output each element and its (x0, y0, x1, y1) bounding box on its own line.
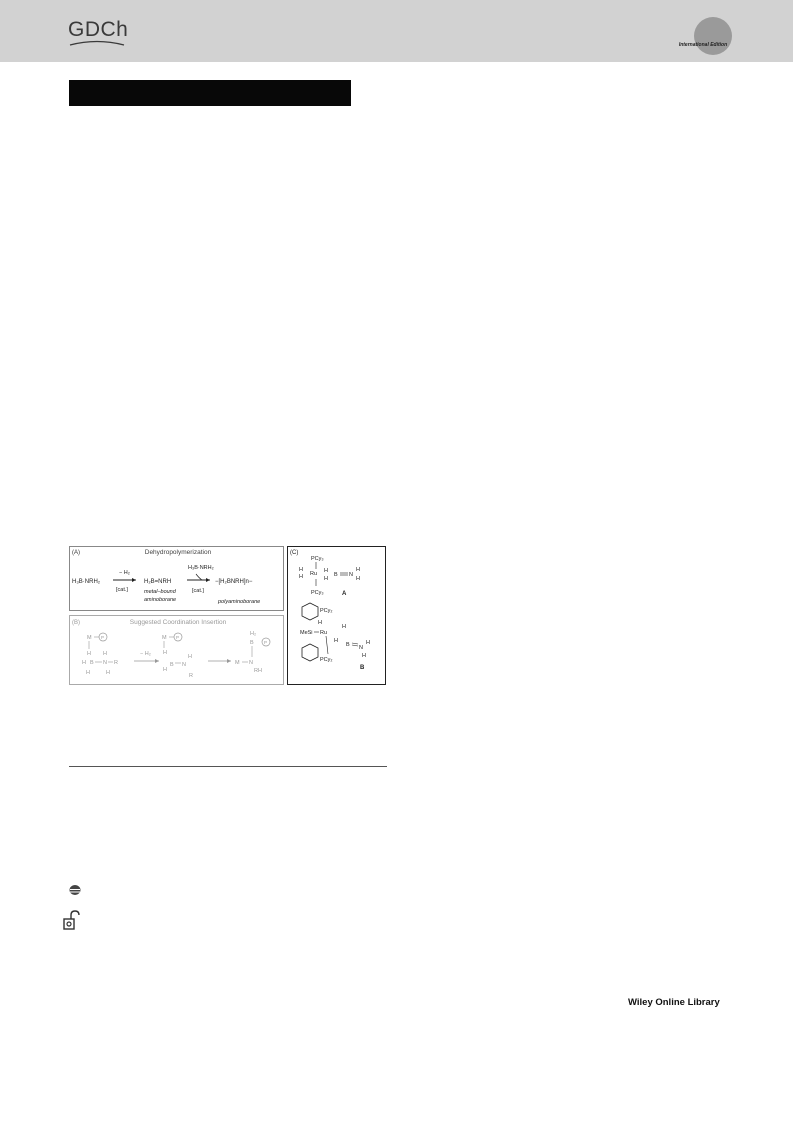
svg-text:H: H (324, 568, 328, 574)
svg-text:B: B (334, 572, 338, 578)
panel-a-step1-bottom: [cat.] (116, 587, 128, 593)
svg-text:H: H (188, 654, 192, 660)
panel-a-intermediate: H₂B=NRH (144, 579, 172, 585)
complex-b-label: B (360, 665, 365, 671)
panel-b-tag: (B) (72, 620, 80, 626)
panel-a-step2-top: H₃B·NRH₂ (188, 565, 214, 571)
wiley-online-library-logo[interactable]: Wiley Online Library (628, 997, 720, 1008)
svg-text:N: N (349, 572, 353, 578)
svg-text:Ru: Ru (320, 630, 328, 636)
svg-text:B: B (90, 660, 94, 666)
svg-text:H: H (356, 576, 360, 582)
panel-a-intermediate-label-2: aminoborane (144, 597, 177, 603)
svg-text:H: H (324, 576, 328, 582)
svg-text:H: H (82, 660, 86, 666)
svg-text:H₂: H₂ (250, 631, 257, 637)
figure-1 (68, 545, 388, 687)
svg-text:H: H (163, 667, 167, 673)
svg-text:M: M (87, 635, 92, 641)
svg-text:PCy₃: PCy₃ (311, 556, 324, 562)
journal-header (0, 0, 793, 62)
panel-b-step1-top: − H₂ (140, 651, 151, 657)
panel-a-reactant: H₃B·NRH₂ (72, 579, 101, 585)
svg-text:B: B (170, 662, 174, 668)
edition-badge-icon (694, 17, 732, 55)
logo-swoosh-icon (68, 40, 126, 50)
panel-a-intermediate-label-1: metal–bound (144, 589, 176, 595)
open-access-icon[interactable] (63, 910, 81, 930)
svg-text:PCy₃: PCy₃ (311, 590, 324, 596)
svg-text:P: P (264, 640, 268, 645)
svg-text:H: H (106, 670, 110, 676)
svg-text:P: P (176, 635, 180, 640)
panel-c-tag: (C) (290, 550, 299, 556)
svg-text:N: N (182, 662, 186, 668)
panel-a-title: Dehydropolymerization (144, 549, 212, 556)
svg-text:H: H (356, 567, 360, 573)
svg-text:Ru: Ru (310, 571, 318, 577)
svg-text:RH: RH (254, 668, 262, 674)
svg-text:P: P (101, 635, 105, 640)
edition-text: International Edition (678, 42, 728, 48)
svg-text:H: H (334, 638, 338, 644)
section-heading-text (69, 87, 77, 99)
svg-text:H: H (103, 651, 107, 657)
svg-text:R: R (189, 673, 193, 679)
svg-text:R: R (114, 660, 118, 666)
svg-text:PCy₂: PCy₂ (320, 608, 333, 614)
svg-text:H: H (362, 653, 366, 659)
svg-text:N: N (249, 660, 253, 666)
complex-a-label: A (342, 591, 347, 597)
panel-b-title: Suggested Coordination Insertion (129, 619, 227, 626)
svg-text:H: H (299, 567, 303, 573)
svg-text:H: H (318, 620, 322, 626)
svg-text:N: N (359, 645, 363, 651)
gdch-logo (68, 18, 129, 50)
svg-text:M: M (162, 635, 167, 641)
svg-text:H: H (86, 670, 90, 676)
section-heading-bar (69, 80, 351, 106)
panel-a-tag: (A) (72, 550, 80, 556)
panel-a-product: −[H₂BNRH]n− (215, 579, 253, 585)
panel-a-step2-bottom: [cat.] (192, 588, 204, 594)
svg-text:H: H (299, 574, 303, 580)
svg-text:B: B (250, 640, 254, 646)
panel-a-step1-top: − H₂ (119, 570, 130, 576)
supporting-info-icon[interactable] (68, 884, 82, 896)
svg-text:MeSi: MeSi (300, 630, 313, 636)
svg-text:H: H (366, 640, 370, 646)
svg-text:H: H (163, 650, 167, 656)
svg-text:H: H (87, 651, 91, 657)
svg-text:B: B (346, 642, 350, 648)
svg-text:H: H (342, 624, 346, 630)
svg-text:N: N (103, 660, 107, 666)
svg-text:PCy₂: PCy₂ (320, 657, 333, 663)
footnote-divider (69, 766, 387, 767)
panel-a-product-label: polyaminoborane (218, 599, 261, 605)
gdch-logo-text: GDCh (68, 18, 129, 41)
svg-text:M: M (235, 660, 240, 666)
